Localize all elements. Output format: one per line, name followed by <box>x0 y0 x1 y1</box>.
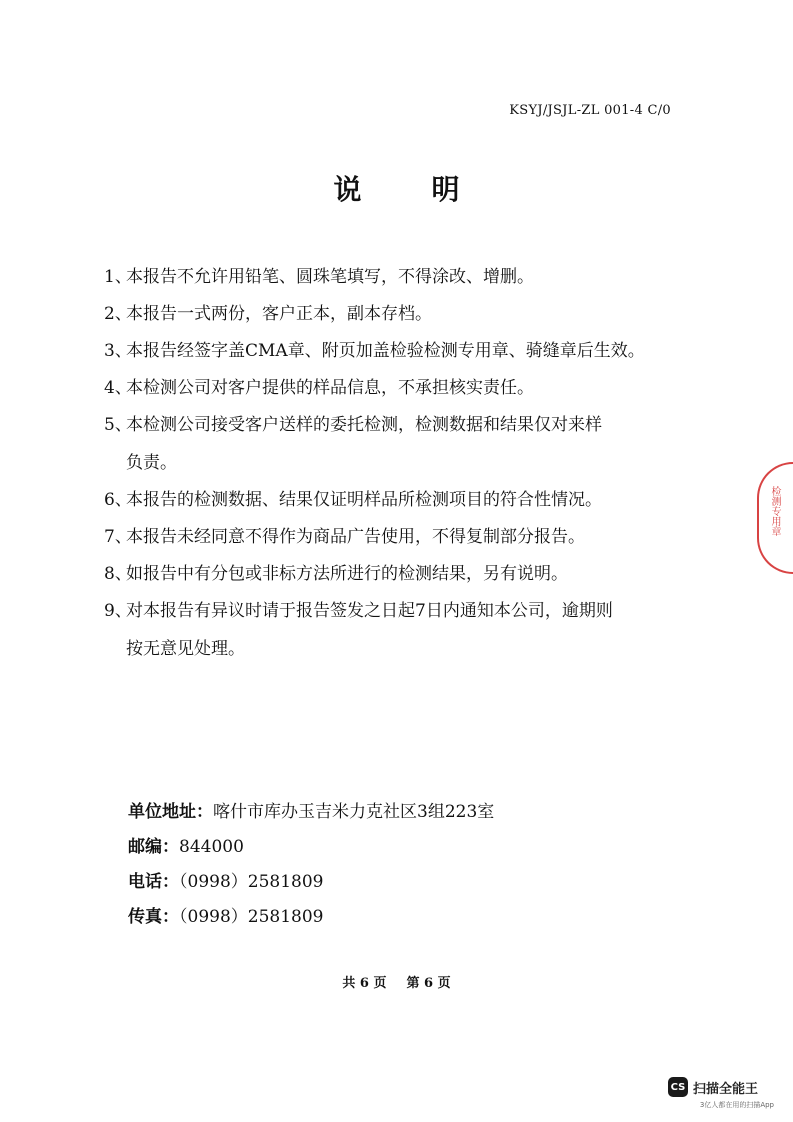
fax-label: 传真： <box>128 907 179 927</box>
note-item-1 <box>104 265 684 289</box>
note-number: 1、 <box>104 267 132 287</box>
note-item-9 <box>104 599 684 661</box>
note-text: 本报告经签字盖CMA章、附页加盖检验检测专用章、骑缝章后生效。 <box>126 341 645 361</box>
note-number: 9、 <box>104 601 132 621</box>
note-number: 4、 <box>104 378 132 398</box>
page-total: 共 6 页 <box>342 976 387 991</box>
stamp-text: 检测专用章 <box>769 486 780 536</box>
note-item-8 <box>104 562 684 586</box>
fax-value: （0998）2581809 <box>179 907 324 927</box>
note-text: 如报告中有分包或非标方法所进行的检测结果，另有说明。 <box>126 564 568 584</box>
note-item-5 <box>104 413 684 475</box>
document-code: KSYJ/JSJL-ZL 001-4 C/0 <box>509 103 671 118</box>
postcode-label: 邮编： <box>128 837 179 857</box>
note-text: 本检测公司接受客户送样的委托检测，检测数据和结果仅对来样 <box>126 415 602 435</box>
notes-list <box>104 265 684 674</box>
note-item-2 <box>104 302 684 326</box>
note-number: 2、 <box>104 304 132 324</box>
page-title <box>0 168 793 208</box>
note-text: 本报告一式两份，客户正本，副本存档。 <box>126 304 432 324</box>
note-text: 本检测公司对客户提供的样品信息，不承担核实责任。 <box>126 378 534 398</box>
note-item-4 <box>104 376 684 400</box>
contact-block <box>128 800 494 940</box>
note-item-7 <box>104 525 684 549</box>
scanner-tagline: 3亿人都在用的扫描App <box>699 1101 774 1109</box>
phone-value: （0998）2581809 <box>179 872 324 892</box>
note-item-6 <box>104 488 684 512</box>
fax-row <box>128 905 494 940</box>
note-text: 本报告不允许用铅笔、圆珠笔填写，不得涂改、增删。 <box>126 267 534 287</box>
title-char-2: 明 <box>431 173 460 206</box>
address-value: 喀什市库办玉吉米力克社区3组223室 <box>213 802 495 822</box>
title-char-1: 说 <box>333 173 362 206</box>
note-number: 7、 <box>104 527 132 547</box>
note-text: 本报告的检测数据、结果仅证明样品所检测项目的符合性情况。 <box>126 490 602 510</box>
note-item-3 <box>104 339 684 363</box>
phone-row <box>128 870 494 905</box>
scanner-watermark <box>668 1077 778 1110</box>
note-continuation: 负责。 <box>126 453 177 473</box>
seam-stamp <box>757 462 793 574</box>
phone-label: 电话： <box>128 872 179 892</box>
address-label: 单位地址： <box>128 802 213 822</box>
page-counter <box>0 972 793 991</box>
note-number: 6、 <box>104 490 132 510</box>
address-row <box>128 800 494 835</box>
scanner-app-name: 扫描全能王 <box>693 1081 759 1097</box>
postcode-value: 844000 <box>179 837 244 857</box>
note-text: 本报告未经同意不得作为商品广告使用，不得复制部分报告。 <box>126 527 585 547</box>
page-current: 第 6 页 <box>406 976 451 991</box>
note-number: 5、 <box>104 415 132 435</box>
note-text: 对本报告有异议时请于报告签发之日起7日内通知本公司，逾期则 <box>126 601 613 621</box>
note-continuation: 按无意见处理。 <box>126 639 245 659</box>
note-number: 8、 <box>104 564 132 584</box>
postcode-row <box>128 835 494 870</box>
note-number: 3、 <box>104 341 132 361</box>
cs-logo-icon: CS <box>668 1077 688 1097</box>
